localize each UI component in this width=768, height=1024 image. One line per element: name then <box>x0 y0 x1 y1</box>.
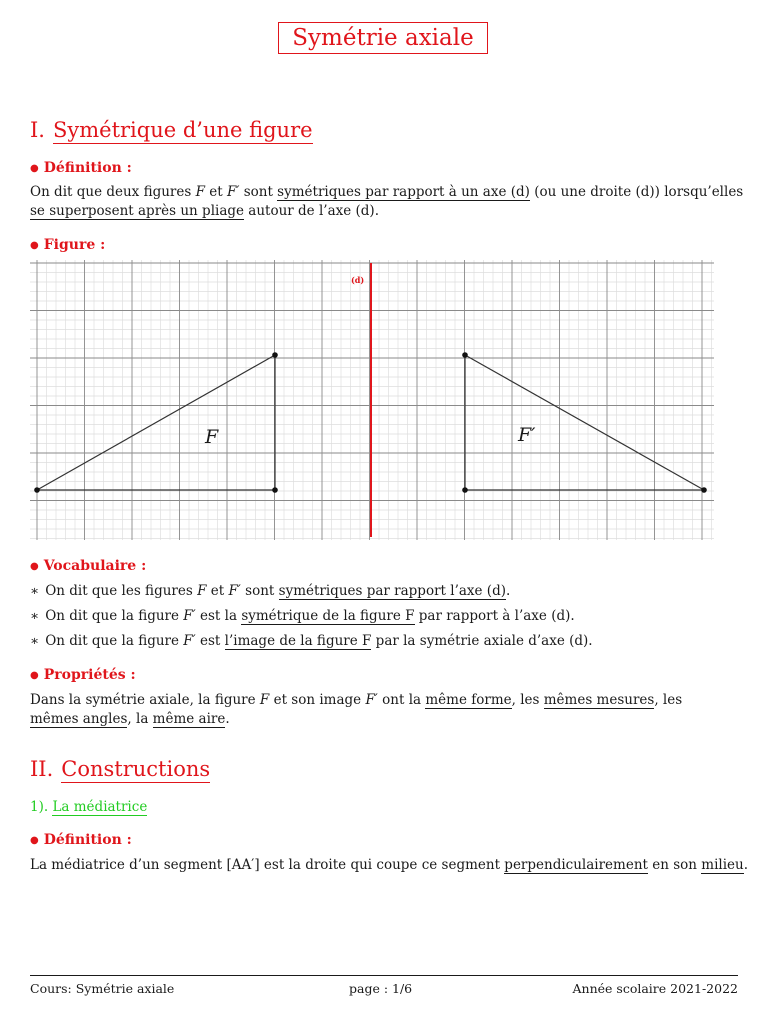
properties-line-1: Dans la symétrie axiale, la figure F et son image F′ ont la même forme, les mêmes mesures, les <box>30 692 683 708</box>
subsection-title: La médiatrice <box>52 799 148 815</box>
footer-rule <box>30 975 738 976</box>
vocabulary-item: ∗ On dit que la figure F′ est l’image de la figure F par la symétrie axiale d’axe (d). <box>30 633 593 649</box>
vocabulary-item: ∗ On dit que la figure F′ est la symétrique de la figure F par rapport à l’axe (d). <box>30 608 575 624</box>
definition-underline-2: se superposent après un pliage <box>30 203 245 219</box>
page-title <box>278 22 488 54</box>
properties-label: ● Propriétés : <box>30 667 136 683</box>
definition-line-1: On dit que deux figures F et F′ sont symétriques par rapport à un axe (d) (ou une droite (d)) lorsqu’elles <box>30 184 744 200</box>
section-2-title: Constructions <box>61 757 211 781</box>
definition-underline-1: symétriques par rapport à un axe (d) <box>277 184 530 200</box>
bullet-icon: ● <box>30 561 39 572</box>
subsection-heading: 1). La médiatrice <box>30 799 148 815</box>
vocabulary-label: ● Vocabulaire : <box>30 558 147 574</box>
section-1-number: I. <box>30 118 45 142</box>
vertex-point <box>462 352 468 358</box>
bullet-icon: ● <box>30 240 39 251</box>
definition-2-paragraph: La médiatrice d’un segment [AA′] est la droite qui coupe ce segment perpendiculairement en son milieu. <box>30 857 749 873</box>
bullet-icon: ● <box>30 670 39 681</box>
bullet-icon: ● <box>30 163 39 174</box>
bullet-icon: ● <box>30 835 39 846</box>
label-F: F <box>205 426 219 448</box>
symmetry-figure <box>30 260 714 540</box>
definition-line-2: se superposent après un pliage autour de l’axe (d). <box>30 203 379 219</box>
page-title-text: Symétrie axiale <box>292 25 474 51</box>
definition-label: ● Définition : <box>30 160 132 176</box>
footer-page-number: page : 1/6 <box>349 981 413 996</box>
footer-right: Année scolaire 2021-2022 <box>572 981 738 996</box>
section-2-heading <box>30 757 210 781</box>
vertex-point <box>34 487 40 493</box>
vocabulary-item: ∗ On dit que les figures F et F′ sont symétriques par rapport l’axe (d). <box>30 583 511 599</box>
section-1-title: Symétrique d’une figure <box>52 118 313 142</box>
triangle-F <box>37 355 275 490</box>
vertex-point <box>462 487 468 493</box>
section-1-heading <box>30 118 313 142</box>
vertex-point <box>272 352 278 358</box>
definition-paragraph <box>30 183 743 221</box>
vertex-point <box>701 487 707 493</box>
properties-line-2: mêmes angles, la même aire. <box>30 711 230 727</box>
vertex-point <box>272 487 278 493</box>
properties-paragraph <box>30 691 682 729</box>
label-F-prime: F′ <box>518 424 536 446</box>
triangle-F-prime <box>465 355 704 490</box>
axis-label: (d) <box>351 275 365 285</box>
section-2-number: II. <box>30 757 54 781</box>
footer-left: Cours: Symétrie axiale <box>30 981 175 996</box>
definition-2-label: ● Définition : <box>30 832 132 848</box>
figure-label: ● Figure : <box>30 237 106 253</box>
